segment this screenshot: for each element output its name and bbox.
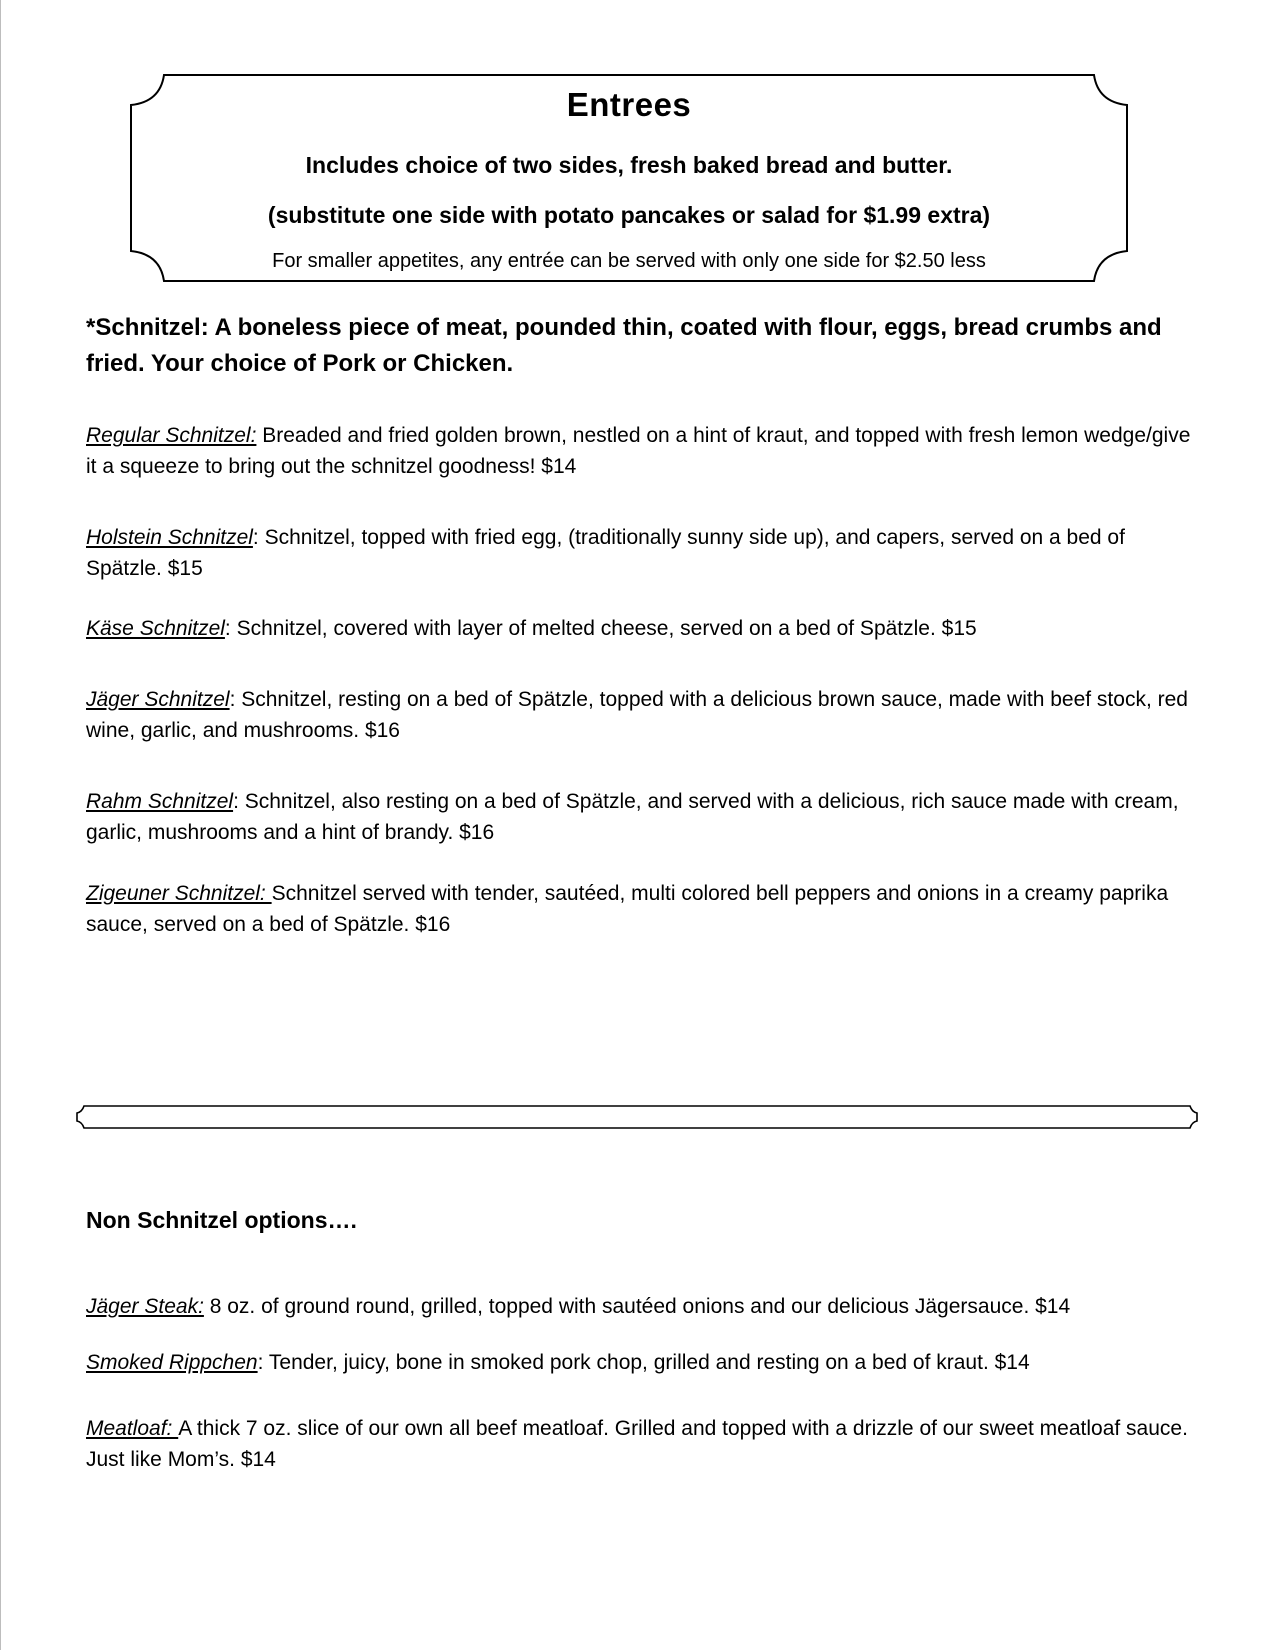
item-name: Jäger Schnitzel: [86, 688, 230, 711]
item-description: A thick 7 oz. slice of our own all beef meatloaf. Grilled and topped with a drizzle of our sweet meatloaf sauce. Just like Mom’s. $14: [86, 1417, 1188, 1471]
item-description: 8 oz. of ground round, grilled, topped with sautéed onions and our delicious Jägersauce. $14: [203, 1295, 1071, 1318]
small-appetite-note: For smaller appetites, any entrée can be served with only one side for $2.50 less: [272, 250, 986, 272]
item-name: Meatloaf:: [86, 1417, 179, 1440]
item-name: Rahm Schnitzel: [86, 790, 234, 813]
menu-item-holstein-schnitzel: [86, 522, 1196, 584]
item-name: Smoked Rippchen: [86, 1351, 258, 1374]
schnitzel-intro: *Schnitzel: A boneless piece of meat, pounded thin, coated with flour, eggs, bread crumbs and fried. Your choice of Pork or Chicken.: [86, 314, 1162, 377]
item-description: : Schnitzel, also resting on a bed of Spätzle, and served with a delicious, rich sauce made with cream, garlic, mushrooms and a hint of brandy. $16: [86, 790, 1179, 844]
menu-item-kase-schnitzel: [86, 613, 1196, 644]
item-description: : Tender, juicy, bone in smoked pork chop, grilled and resting on a bed of kraut. $14: [257, 1351, 1030, 1374]
page-title: Entrees: [566, 86, 692, 123]
header: [128, 72, 1130, 284]
item-name: Regular Schnitzel:: [86, 424, 257, 447]
menu-item-zigeuner-schnitzel: [86, 878, 1196, 940]
item-name: Holstein Schnitzel: [86, 526, 253, 549]
non-schnitzel-heading: Non Schnitzel options….: [86, 1207, 357, 1233]
item-description: : Schnitzel, topped with fried egg, (traditionally sunny side up), and capers, served on a bed of Spätzle. $15: [86, 526, 1125, 580]
substitute-note: (substitute one side with potato pancakes or salad for $1.99 extra): [267, 202, 991, 228]
item-name: Zigeuner Schnitzel:: [86, 882, 272, 905]
item-description: : Schnitzel, resting on a bed of Spätzle, topped with a delicious brown sauce, made with beef stock, red wine, garlic, and mushrooms. $16: [86, 688, 1188, 742]
menu-item-jager-schnitzel: [86, 684, 1196, 746]
menu-item-meatloaf: [86, 1413, 1196, 1475]
section-divider: [76, 1105, 1198, 1129]
item-name: Käse Schnitzel: [86, 617, 225, 640]
item-description: Breaded and fried golden brown, nestled on a hint of kraut, and topped with fresh lemon wedge/give it a squeeze to bring out the schnitzel goodness! $14: [86, 424, 1191, 478]
menu-item-smoked-rippchen: [86, 1347, 1196, 1378]
sides-note: Includes choice of two sides, fresh baked bread and butter.: [305, 152, 953, 178]
page-edge: [0, 0, 1, 1650]
item-name: Jäger Steak:: [86, 1295, 204, 1318]
menu-item-rahm-schnitzel: [86, 786, 1196, 848]
item-description: : Schnitzel, covered with layer of melted cheese, served on a bed of Spätzle. $15: [224, 617, 977, 640]
menu-item-regular-schnitzel: [86, 420, 1196, 482]
item-description: Schnitzel served with tender, sautéed, multi colored bell peppers and onions in a creamy paprika sauce, served on a bed of Spätzle. $16: [86, 882, 1169, 936]
menu-item-jager-steak: [86, 1291, 1196, 1322]
